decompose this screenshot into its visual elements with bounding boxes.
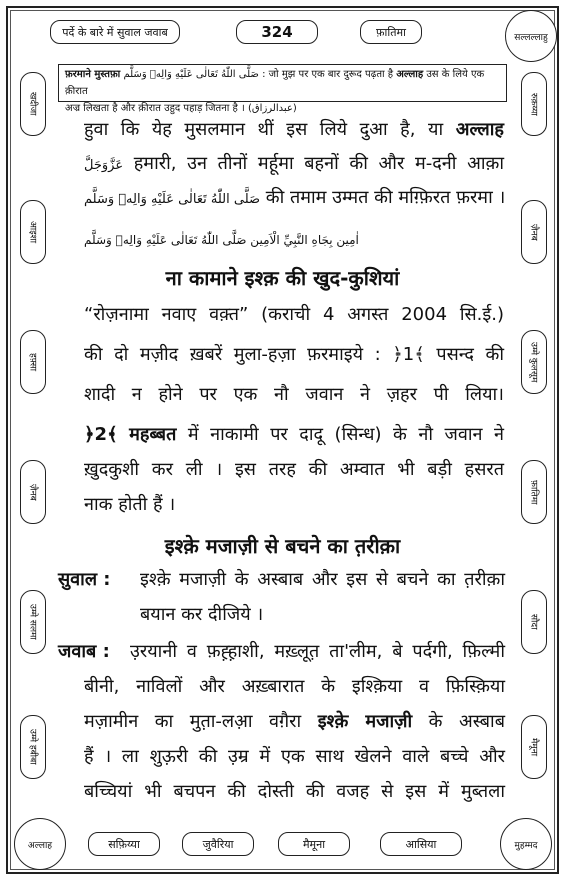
side-label-right-3: उम्मे कुलसूम <box>521 330 547 394</box>
side-label-right-5: सौदा <box>521 590 547 654</box>
text-line: हुवा कि येह मुसलमान थीं इस लिये दुआ है, या अल्लाह <box>84 119 504 140</box>
text-line: मज़ामीन का मुत़ा-लआ़ वग़ैरा इश्क़े मजाज़ी के अस्बाब <box>84 711 505 732</box>
side-label-left-4: ज़ैनब <box>20 460 46 524</box>
text-line: नाक होती हैं । <box>84 494 176 515</box>
footer-name-badge: आसिया <box>380 832 462 856</box>
side-label-right-2: ज़ैनब <box>521 200 547 264</box>
text-line: उ़रयानी व फ़ह़्ह़ाशी, मख़्लूत़ ता'लीम, बे पर्दगी, फ़िल्मी <box>130 641 505 662</box>
text-line: ख़ुदकुशी कर ली । इस तरह की अम्वात भी बड़ी हसरत <box>84 459 504 480</box>
side-label-left-5: उम्मे सलमा <box>20 590 46 654</box>
hadith-box <box>58 64 507 114</box>
text-line: बयान कर दीजिये । <box>140 604 264 625</box>
hadith-line-2: अज्र लिखता है और क़ीरात उहुद पहाड़ जितना है । (عبدالرزاق) <box>65 103 297 114</box>
side-label-left-6: उम्मे हबीबा <box>20 715 46 779</box>
text-line: बीनी, नाविलों और अख़्बारात के इश्क़िया व फ़िस्क़िया <box>84 676 505 697</box>
text-line: हैं । ला शुऊ़री की उ़म्र में एक साथ खेलने वाले बच्चे और <box>84 746 505 767</box>
text-line: “रोज़नामा नवाए वक़्त” (कराची 4 अगस्त 2004 सि.ई.) <box>84 304 504 325</box>
side-label-right-4: फ़ातिमा <box>521 460 547 524</box>
corner-medallion-bottom-left: अल्लाह <box>14 818 66 870</box>
corner-medallion-top-right: सल्लल्लाहु <box>505 10 557 62</box>
text-line: इश्क़े मजाज़ी के अस्बाब और इस से बचने का त़रीक़ा <box>140 569 505 590</box>
text-line: बच्चियां भी बचपन की दोस्ती की वजह से इस में मुब्तला <box>84 781 505 802</box>
page-number: 324 <box>236 20 318 44</box>
side-label-right-6: मैमूना <box>521 715 547 779</box>
side-label-left-3: हफ़्सा <box>20 330 46 394</box>
question-label: सुवाल : <box>58 569 111 590</box>
text-line: صَلَّى اللّٰهُ تَعَالٰى عَلَيْهِ وَالِهٖ وَسَلَّم की तमाम उम्मत की मग़्फ़िरत फ़रमा । <box>84 187 506 208</box>
text-line: की दो मज़ीद ख़बरें मुला-हज़ा फ़रमाइये : ﴿1﴾ पसन्द की <box>84 344 504 365</box>
header-book-title: पर्दे के बारे में सुवाल जवाब <box>50 20 180 44</box>
section-heading: ना कामाने इश्क़ की खुद-कुशियां <box>165 266 400 290</box>
text-line: عَزَّوَجَلَّ हमारी, उन तीनों मर्हूमा बहनों की और म-दनी आक़ा <box>84 153 504 174</box>
side-label-left-2: आइशा <box>20 200 46 264</box>
side-label-right-1: रुक़य्या <box>521 72 547 136</box>
footer-name-badge: मैमूना <box>278 832 350 856</box>
header-name-badge: फ़ातिमा <box>360 20 422 44</box>
answer-label: जवाब : <box>58 641 110 662</box>
footer-name-badge: जुवैरिया <box>182 832 254 856</box>
corner-medallion-bottom-right: मुहम्मद <box>500 818 552 870</box>
dua-line: اٰمِين بِجَاهِ النَّبِيِّ الْاَمِين صَلَّى اللّٰهُ تَعَالٰى عَلَيْهِ وَالِهٖ وَسَلَّم <box>84 233 359 247</box>
footer-name-badge: सफ़िय्या <box>88 832 160 856</box>
text-line: ﴿2﴾ महब्बत में नाकामी पर दादू (सिन्ध) के नौ जवान ने <box>84 424 504 445</box>
side-label-left-1: खदीजा <box>20 72 46 136</box>
section-heading: इश्क़े मजाज़ी से बचने का त़रीक़ा <box>164 534 401 558</box>
text-line: शादी न होने पर एक नौ जवान ने ज़हर पी लिया। <box>84 384 504 405</box>
hadith-line-1: फ़रमाने मुस्तफ़ा صَلَّى اللّٰهُ تَعَالٰى عَلَيْهِ وَالِهٖ وَسَلَّم : जो मुझ पर एक बार दुरूद पढ़ता है अल्लाह उस के लिये एक क़ीरात <box>65 69 485 97</box>
